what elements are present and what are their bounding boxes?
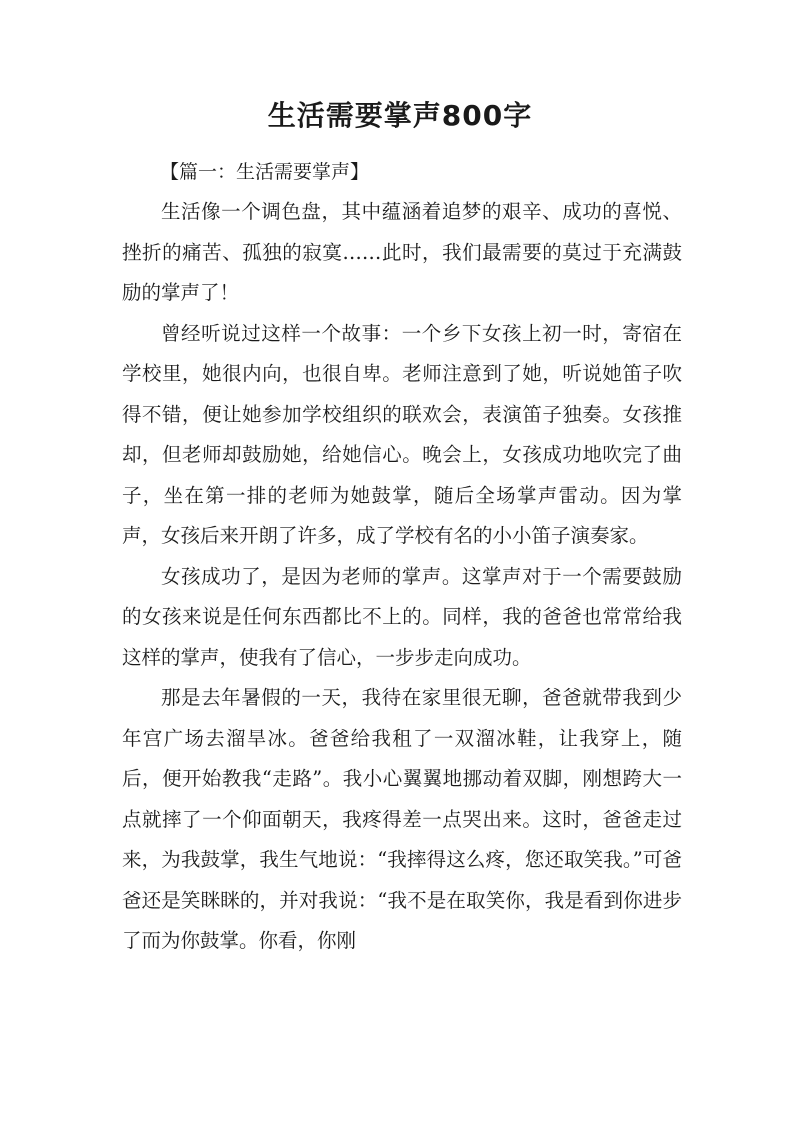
paragraph-2: 曾经听说过这样一个故事：一个乡下女孩上初一时，寄宿在学校里，她很内向，也很自卑。老师注意到了她，听说她笛子吹得不错，便让她参加学校组织的联欢会，表演笛子独奏。女孩推却，但老师却鼓励她，给她信心。晚会上，女孩成功地吹完了曲子，坐在第一排的老师为她鼓掌，随后全场掌声雷动。因为掌声，女孩后来开朗了许多，成了学校有名的小小笛子演奏家。 — [122, 321, 682, 547]
document-title: 生活需要掌声800字 — [267, 99, 533, 132]
section-heading: 【篇一：生活需要掌声】 — [160, 161, 370, 183]
paragraph-3: 女孩成功了，是因为老师的掌声。这掌声对于一个需要鼓励的女孩来说是任何东西都比不上的。同样，我的爸爸也常常给我这样的掌声，使我有了信心，一步步走向成功。 — [122, 564, 682, 669]
document-body — [122, 152, 682, 962]
paragraph-4: 那是去年暑假的一天，我待在家里很无聊，爸爸就带我到少年宫广场去溜旱冰。爸爸给我租了一双溜冰鞋，让我穿上，随后，便开始教我“走路”。我小心翼翼地挪动着双脚，刚想跨大一点就摔了一个仰面朝天，我疼得差一点哭出来。这时，爸爸走过来，为我鼓掌，我生气地说：“我摔得这么疼，您还取笑我。”可爸爸还是笑眯眯的，并对我说：“我不是在取笑你，我是看到你进步了而为你鼓掌。你看，你刚 — [122, 686, 682, 952]
paragraph-1: 生活像一个调色盘，其中蕴涵着追梦的艰辛、成功的喜悦、挫折的痛苦、孤独的寂寞……此时，我们最需要的莫过于充满鼓励的掌声了！ — [122, 200, 682, 304]
